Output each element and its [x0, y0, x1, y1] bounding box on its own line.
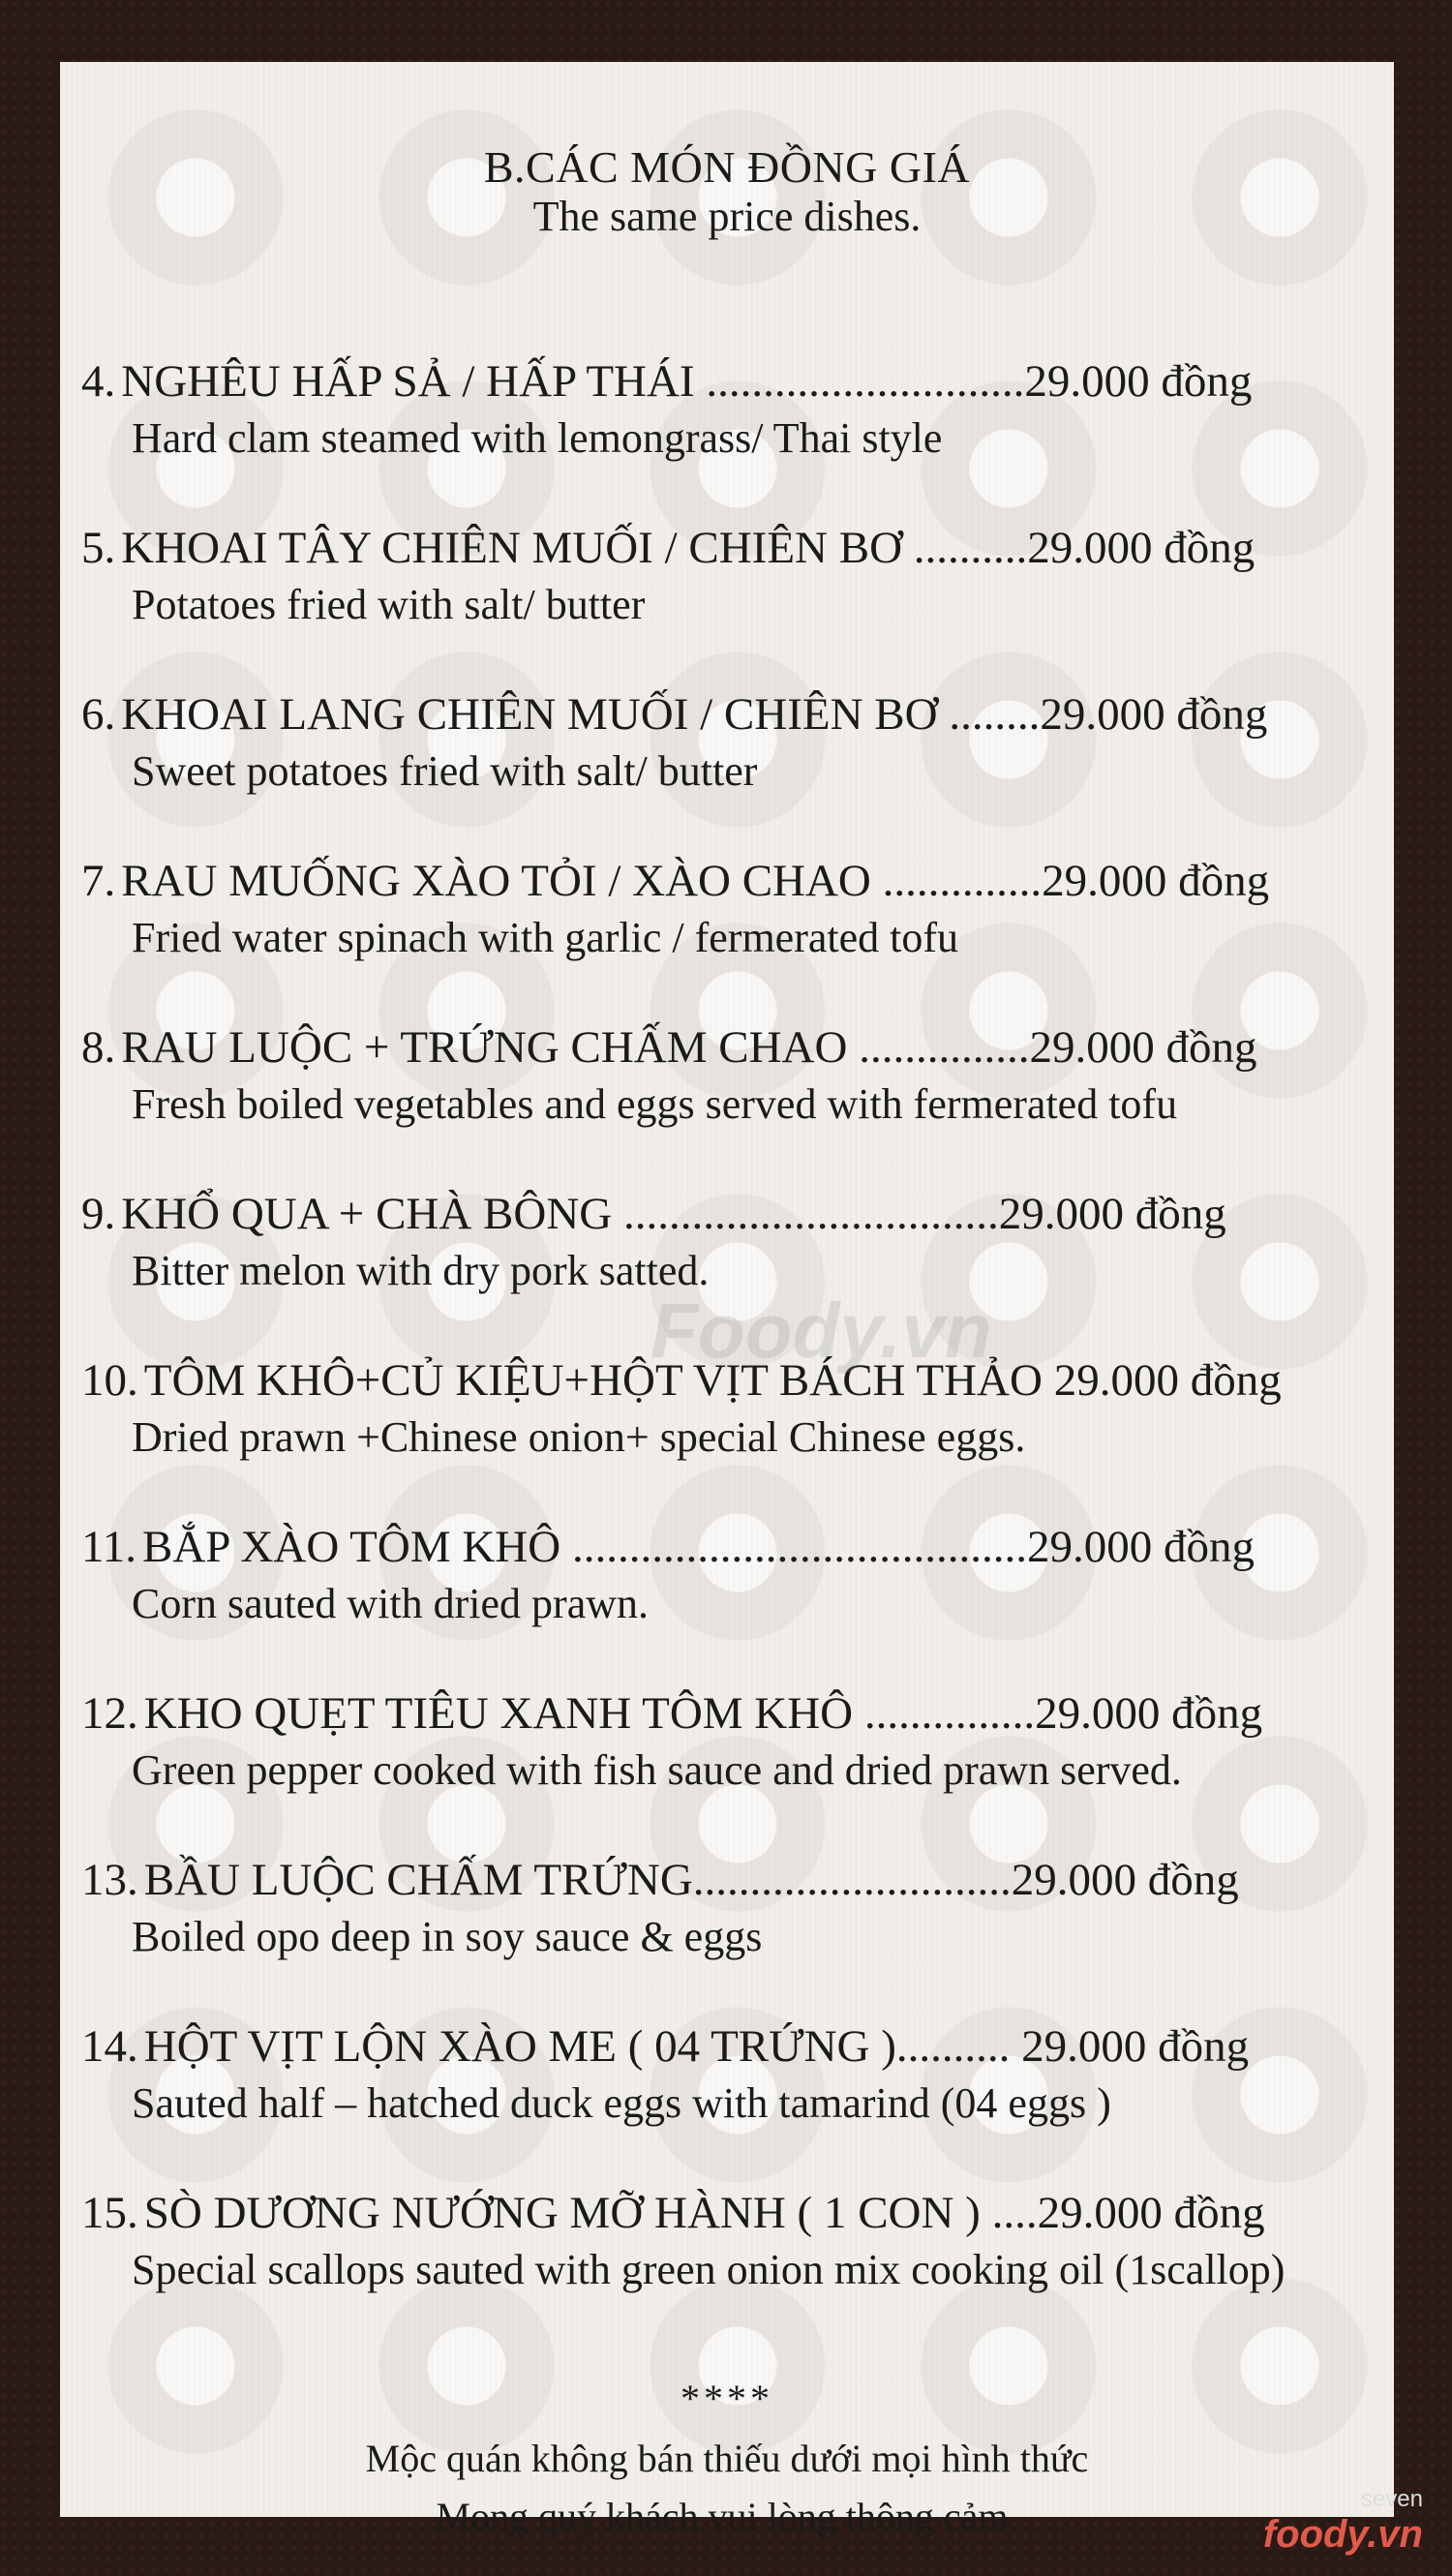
item-description: Boiled opo deep in soy sauce & eggs — [132, 1913, 763, 1960]
menu-item-line — [81, 2184, 1378, 2242]
item-price: 29.000 đồng — [998, 1189, 1226, 1239]
item-price: 29.000 đồng — [1035, 1688, 1263, 1739]
item-description: Green pepper cooked with fish sauce and dried prawn served. — [132, 1746, 1182, 1794]
item-number: 5. — [81, 523, 116, 573]
menu-item-line — [81, 519, 1378, 577]
item-name: KHOAI LANG CHIÊN MUỐI / CHIÊN BƠ — [121, 689, 938, 740]
menu-item — [81, 2184, 1378, 2298]
menu-item — [81, 685, 1378, 800]
menu-item — [81, 352, 1378, 467]
item-number: 8. — [81, 1022, 116, 1073]
item-price: 29.000 đồng — [1037, 2188, 1265, 2238]
item-price: 29.000 đồng — [1040, 689, 1268, 740]
menu-item-line — [81, 1851, 1378, 1909]
item-number: 13. — [81, 1855, 138, 1905]
menu-item — [81, 1851, 1378, 1965]
item-description: Fried water spinach with garlic / fermerated tofu — [132, 914, 959, 961]
item-leader-dots: ................................. — [612, 1189, 999, 1239]
item-price: 29.000 đồng — [1024, 356, 1253, 407]
menu-item — [81, 852, 1378, 966]
item-number: 9. — [81, 1189, 116, 1239]
item-leader-dots: ............... — [853, 1688, 1036, 1739]
menu-item-line — [81, 1518, 1378, 1576]
footer-note-2: Mong quý khách vui lòng thông cảm. — [436, 2495, 1018, 2538]
item-price: 29.000 đồng — [1029, 1022, 1257, 1073]
footer-note-1: Mộc quán không bán thiếu dưới mọi hình thức — [365, 2437, 1089, 2480]
menu-item — [81, 2017, 1378, 2132]
item-name: KHOAI TÂY CHIÊN MUỐI / CHIÊN BƠ — [121, 523, 903, 573]
item-name: SÒ DƯƠNG NƯỚNG MỠ HÀNH ( 1 CON ) — [143, 2188, 981, 2238]
menu-item-line — [81, 685, 1378, 743]
item-description: Special scallops sauted with green onion mix cooking oil (1scallop) — [132, 2246, 1286, 2293]
item-price: 29.000 đồng — [1042, 856, 1270, 906]
item-number: 7. — [81, 856, 116, 906]
item-leader-dots: ............................ — [692, 1855, 1012, 1905]
item-number: 14. — [81, 2021, 138, 2072]
item-number: 12. — [81, 1688, 138, 1739]
menu-item-line — [81, 1684, 1378, 1743]
item-number: 6. — [81, 689, 116, 740]
item-name: TÔM KHÔ+CỦ KIỆU+HỘT VỊT BÁCH THẢO — [143, 1355, 1043, 1406]
section-subtitle: The same price dishes. — [532, 193, 922, 240]
menu-item — [81, 1518, 1378, 1632]
item-number: 10. — [81, 1355, 138, 1406]
item-name: BẦU LUỘC CHẤM TRỨNG — [143, 1855, 693, 1905]
corner-logo-top: seven — [1360, 2486, 1423, 2512]
item-price: 29.000 đồng — [1026, 1522, 1255, 1572]
item-name: KHO QUẸT TIÊU XANH TÔM KHÔ — [143, 1688, 854, 1739]
item-price: 29.000 đồng — [1021, 2021, 1250, 2072]
menu-item-line — [81, 2017, 1378, 2076]
item-number: 15. — [81, 2188, 138, 2238]
item-leader-dots: ........................................ — [560, 1522, 1027, 1572]
item-description: Dried prawn +Chinese onion+ special Chinese eggs. — [132, 1413, 1026, 1461]
item-leader-dots: ............... — [847, 1022, 1030, 1073]
section-title: B.CÁC MÓN ĐỒNG GIÁ — [483, 142, 971, 192]
item-description: Hard clam steamed with lemongrass/ Thai style — [132, 414, 943, 462]
item-description: Corn sauted with dried prawn. — [132, 1580, 649, 1627]
item-description: Sauted half – hatched duck eggs with tamarind (04 eggs ) — [132, 2079, 1111, 2127]
item-name: RAU LUỘC + TRỨNG CHẤM CHAO — [121, 1022, 848, 1073]
item-description: Potatoes fried with salt/ butter — [132, 581, 646, 628]
menu-item — [81, 1684, 1378, 1799]
item-leader-dots: ........ — [937, 689, 1041, 740]
item-leader-dots: .... — [980, 2188, 1038, 2238]
menu-page — [60, 62, 1394, 2538]
item-description: Bitter melon with dry pork satted. — [132, 1247, 710, 1294]
menu-item — [81, 1185, 1378, 1299]
item-description: Fresh boiled vegetables and eggs served with fermerated tofu — [132, 1080, 1178, 1128]
item-name: KHỔ QUA + CHÀ BÔNG — [121, 1189, 613, 1239]
item-price: 29.000 đồng — [1053, 1355, 1282, 1406]
item-number: 4. — [81, 356, 116, 407]
corner-logo — [1263, 2486, 1423, 2557]
item-number: 11. — [81, 1522, 137, 1572]
menu-item-line — [81, 852, 1378, 910]
item-name: HỘT VỊT LỘN XÀO ME ( 04 TRỨNG ) — [143, 2021, 896, 2072]
menu-item-line — [81, 352, 1378, 410]
item-price: 29.000 đồng — [1027, 523, 1255, 573]
item-name: BẮP XÀO TÔM KHÔ — [142, 1522, 561, 1572]
item-leader-dots — [1043, 1355, 1054, 1406]
menu-item-line — [81, 1185, 1378, 1243]
corner-logo-bottom: foody.vn — [1262, 2513, 1423, 2556]
menu-item-line — [81, 1018, 1378, 1076]
item-leader-dots: .............. — [870, 856, 1043, 906]
foody-watermark: Foody.vn — [650, 1288, 992, 1374]
separator-stars: **** — [681, 2377, 773, 2420]
item-name: RAU MUỐNG XÀO TỎI / XÀO CHAO — [121, 856, 871, 906]
menu-item — [81, 519, 1378, 633]
item-description: Sweet potatoes fried with salt/ butter — [132, 747, 758, 795]
item-name: NGHÊU HẤP SẢ / HẤP THÁI — [121, 356, 695, 407]
item-leader-dots: ............................ — [694, 356, 1025, 407]
item-price: 29.000 đồng — [1011, 1855, 1239, 1905]
item-leader-dots: .......... — [902, 523, 1028, 573]
item-leader-dots: .......... — [895, 2021, 1022, 2072]
menu-item — [81, 1018, 1378, 1133]
